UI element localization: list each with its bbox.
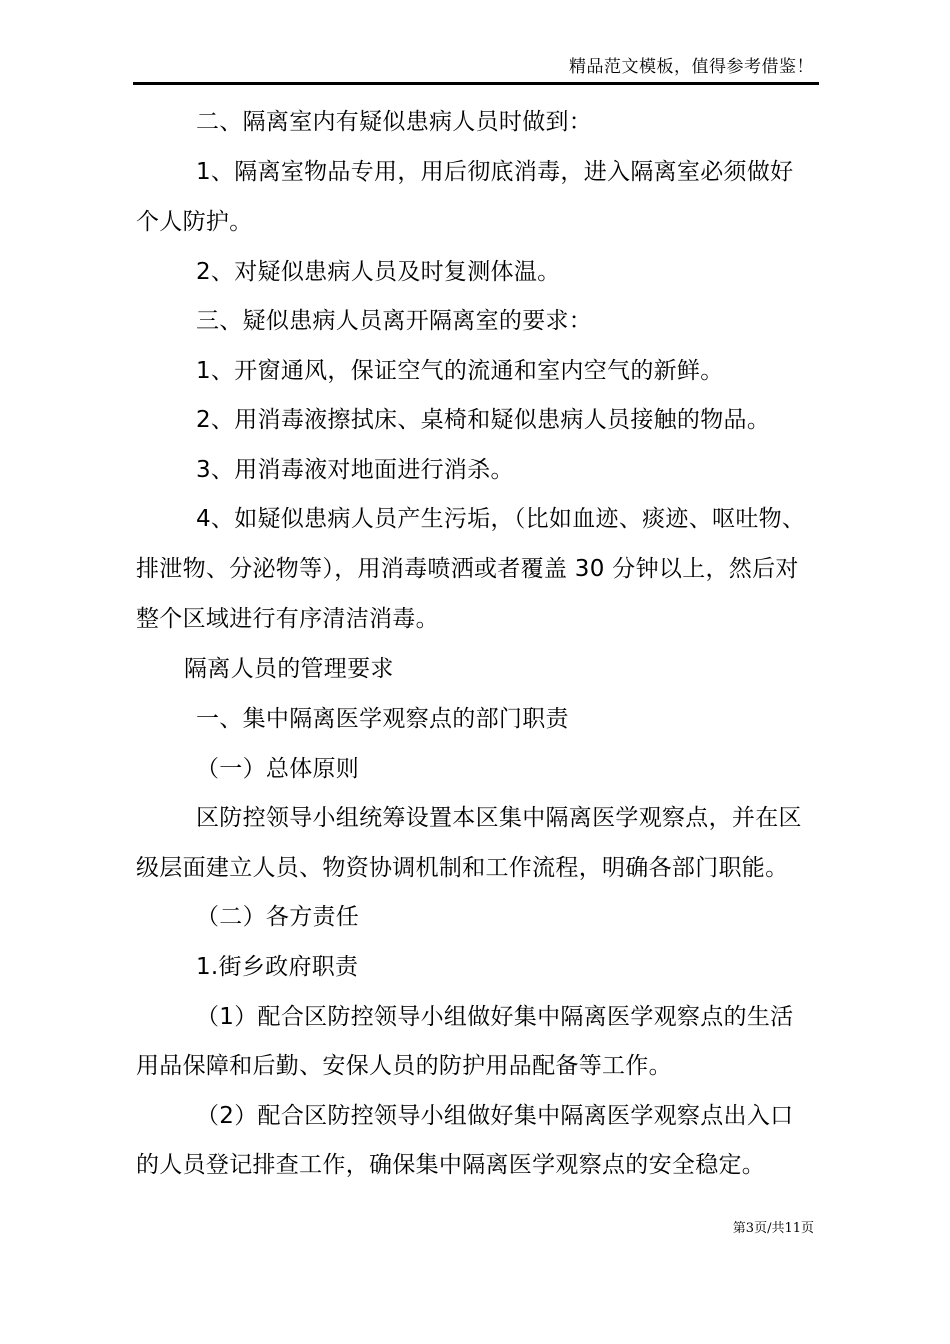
body-line: 1、开窗通风，保证空气的流通和室内空气的新鲜。 (196, 358, 724, 384)
body-line: 1.街乡政府职责 (196, 954, 359, 980)
body-line: 整个区域进行有序清洁消毒。 (136, 606, 439, 632)
body-line: 二、隔离室内有疑似患病人员时做到： (196, 109, 593, 135)
body-line: （1）配合区防控领导小组做好集中隔离医学观察点的生活 (196, 1004, 794, 1030)
body-line: 用品保障和后勤、安保人员的防护用品配备等工作。 (136, 1053, 672, 1079)
body-line: （一）总体原则 (196, 756, 360, 782)
body-line: （二）各方责任 (196, 904, 360, 930)
body-line: 1、隔离室物品专用，用后彻底消毒，进入隔离室必须做好 (196, 159, 794, 185)
section-heading: 隔离人员的管理要求 (184, 656, 394, 682)
header-rule (133, 82, 819, 85)
page-header-text: 精品范文模板，值得参考借鉴！ (569, 57, 814, 77)
body-line: 个人防护。 (136, 209, 253, 235)
body-line: （2）配合区防控领导小组做好集中隔离医学观察点出入口 (196, 1103, 794, 1129)
body-line: 级层面建立人员、物资协调机制和工作流程，明确各部门职能。 (136, 855, 789, 881)
body-line: 2、用消毒液擦拭床、桌椅和疑似患病人员接触的物品。 (196, 407, 771, 433)
page-number: 第3页/共11页 (732, 1221, 814, 1236)
body-line: 排泄物、分泌物等），用消毒喷洒或者覆盖 30 分钟以上，然后对 (136, 556, 799, 582)
body-line: 2、对疑似患病人员及时复测体温。 (196, 259, 561, 285)
body-line: 3、用消毒液对地面进行消杀。 (196, 457, 514, 483)
body-line: 三、疑似患病人员离开隔离室的要求： (196, 308, 593, 334)
body-line: 区防控领导小组统筹设置本区集中隔离医学观察点，并在区 (196, 805, 802, 831)
body-line: 的人员登记排查工作，确保集中隔离医学观察点的安全稳定。 (136, 1152, 766, 1178)
body-line: 一、集中隔离医学观察点的部门职责 (196, 706, 569, 732)
body-line: 4、如疑似患病人员产生污垢，（比如血迹、痰迹、呕吐物、 (196, 506, 806, 532)
